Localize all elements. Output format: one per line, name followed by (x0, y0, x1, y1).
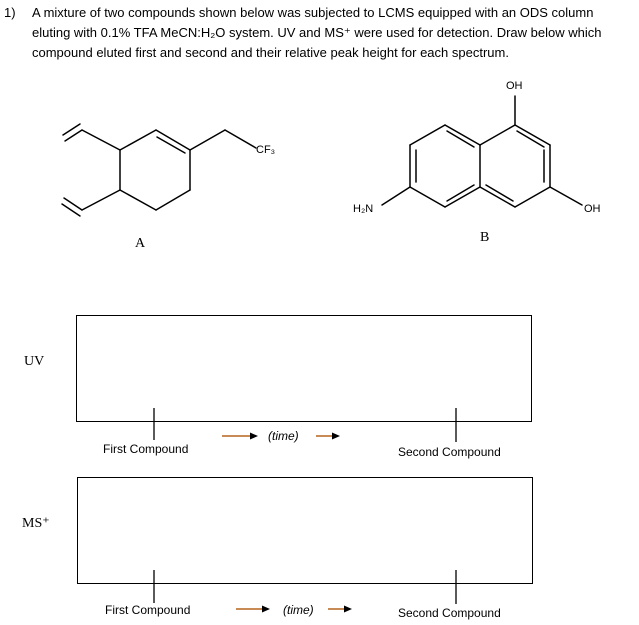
compound-b-label: B (480, 230, 490, 245)
question-text-line-3: compound eluted first and second and their relative peak height for each spectrum. (32, 45, 509, 60)
compound-b-oh-right-label: OH (584, 203, 601, 215)
compound-a-cf3-label: CF₃ (256, 144, 276, 156)
ms-time-arrow-left (236, 606, 270, 613)
question-text-line-1: A mixture of two compounds shown below was subjected to LCMS equipped with an ODS column (32, 5, 594, 20)
uv-time-arrow-left (222, 433, 258, 440)
uv-time-label: (time) (268, 429, 299, 443)
ms-side-label: MS⁺ (22, 516, 50, 531)
uv-first-compound-label: First Compound (103, 442, 189, 456)
uv-time-arrow-right (316, 433, 340, 440)
ms-first-compound-label: First Compound (105, 603, 191, 617)
ms-second-compound-label: Second Compound (398, 606, 501, 620)
uv-side-label: UV (24, 354, 45, 369)
compound-b-oh-top-label: OH (506, 80, 523, 92)
ms-time-label: (time) (283, 603, 314, 617)
compound-b-nh2-label: H₂N (353, 203, 374, 215)
compound-a-label: A (135, 236, 146, 251)
question-text-line-2: eluting with 0.1% TFA MeCN:H₂O system. UV and MS⁺ were used for detection. Draw below which (32, 25, 602, 40)
question-number: 1) (4, 5, 16, 20)
uv-second-compound-label: Second Compound (398, 445, 501, 459)
ms-time-arrow-right (328, 606, 352, 613)
